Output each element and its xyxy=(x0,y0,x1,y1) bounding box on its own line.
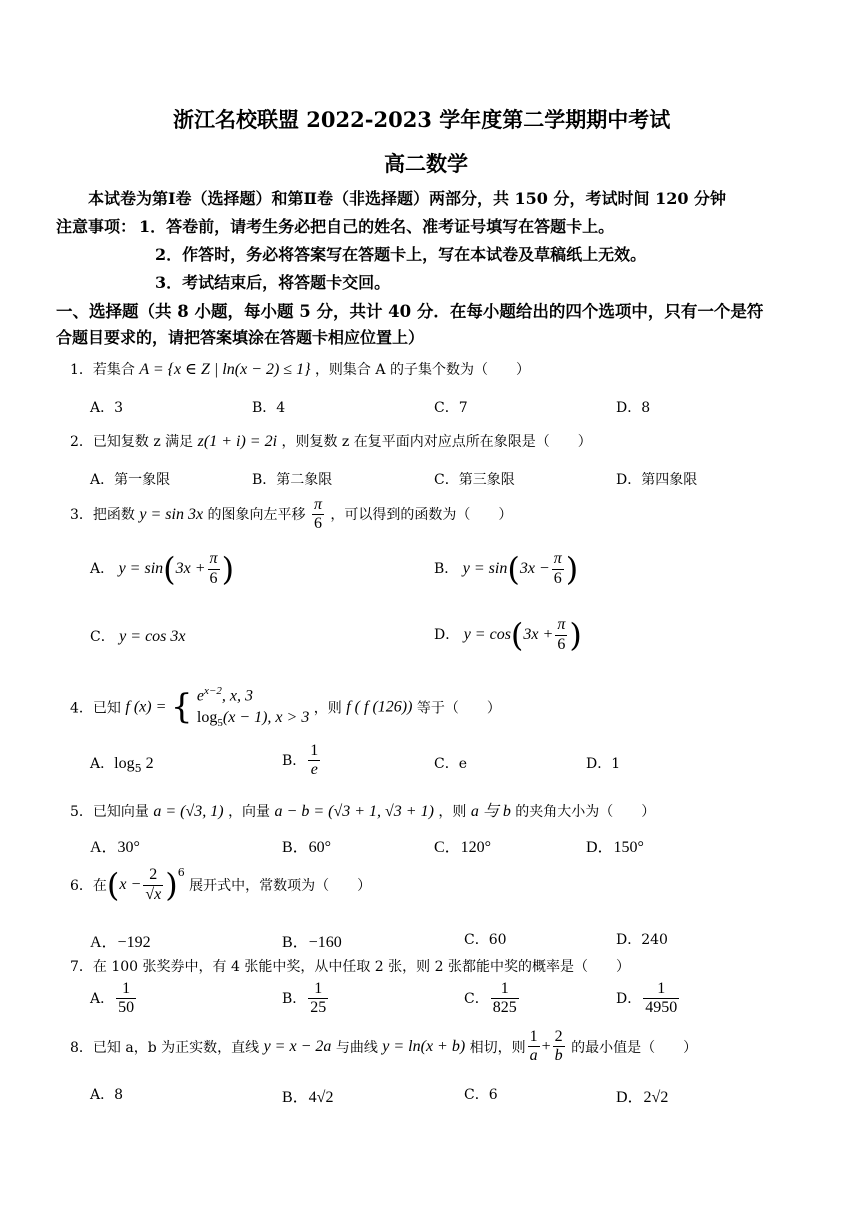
question-2 xyxy=(70,431,592,451)
q2-option-b[interactable]: B．第二象限 xyxy=(252,472,333,488)
q4-composition: f ( f (126)) xyxy=(346,698,413,716)
q8-option-a[interactable]: A．8 xyxy=(90,1087,124,1103)
q4-suffix: 等于（ ） xyxy=(416,700,501,717)
question-8: 8．已知 a，b 为正实数，直线 y = x − 2a 与曲线 y = ln(x + b) 相切，则 $\frac{1}{a}$ + $\frac{2}{b}$ 的最小值是（ ） xyxy=(70,1028,698,1065)
q1-option-d[interactable]: D．8 xyxy=(616,400,651,416)
q6-option-d[interactable]: D．240 xyxy=(616,932,668,948)
q4-option-d[interactable]: D．1 xyxy=(586,756,621,772)
q3-option-c[interactable]: C． y = cos 3x xyxy=(90,628,186,645)
q4-case-2: $\log_5(x - 1)$, x > 3 xyxy=(196,709,310,730)
q4-case-1: $e^{x-2}$, x, 3 xyxy=(196,685,253,705)
q7-option-d[interactable]: D． $\frac{1}{4950}$ xyxy=(616,980,678,1017)
q2-option-c[interactable]: C．第三象限 xyxy=(434,472,515,488)
q6-option-c[interactable]: C．60 xyxy=(464,932,507,948)
note-2: 2．作答时，务必将答案写在答题卡上，写在本试卷及草稿纸上无效。 xyxy=(155,245,647,264)
q5-option-c[interactable]: C．120° xyxy=(434,839,492,856)
exam-intro: 本试卷为第Ⅰ卷（选择题）和第Ⅱ卷（非选择题）两部分，共 150 分，考试时间 120 分钟 xyxy=(88,189,727,208)
q6-option-a[interactable]: A．−192 xyxy=(90,934,151,951)
q3-function: y = sin 3x xyxy=(139,505,204,523)
q2-option-d[interactable]: D．第四象限 xyxy=(616,472,698,488)
q1-set: A = {x ∈ Z | ln(x − 2) ≤ 1} xyxy=(139,361,311,378)
notes-label: 注意事项： xyxy=(56,217,137,236)
q7-option-c[interactable]: C． $\frac{1}{825}$ xyxy=(464,980,517,1017)
q4-option-b[interactable]: B． $\frac{1}{e}$ xyxy=(282,742,319,779)
section-heading-line1: 一、选择题（共 8 小题，每小题 5 分，共计 40 分．在每小题给出的四个选项中，只有一个是符 xyxy=(56,302,764,321)
q1-option-a[interactable]: A．3 xyxy=(90,400,124,416)
section-heading-line2: 合题目要求的，请把答案填涂在答题卡相应位置上） xyxy=(56,328,425,347)
q2-suffix: ，则复数 z 在复平面内对应点所在象限是（ ） xyxy=(281,434,592,450)
q7-option-a[interactable]: A． $\frac{1}{50}$ xyxy=(90,980,135,1017)
q3-middle: 的图象向左平移 xyxy=(207,506,306,523)
q4-option-a[interactable]: A．$\log_5 2$ xyxy=(90,755,154,775)
q3-suffix: ，可以得到的函数为（ ） xyxy=(330,506,513,523)
q4-option-c[interactable]: C．e xyxy=(434,756,467,772)
q2-prefix: 2．已知复数 z 满足 xyxy=(70,434,194,450)
note-3: 3．考试结束后，将答题卡交回。 xyxy=(155,273,391,292)
q1-option-b[interactable]: B．4 xyxy=(252,400,286,416)
q4-fx: f (x) = xyxy=(125,698,167,716)
q8-line: y = x − 2a xyxy=(263,1037,332,1055)
question-7: 7．在 100 张奖券中，有 4 张能中奖，从中任取 2 张，则 2 张都能中奖的概率是（ ） xyxy=(70,959,630,975)
q8-option-c[interactable]: C．6 xyxy=(464,1087,498,1103)
question-3 xyxy=(70,496,512,534)
q2-option-a[interactable]: A．第一象限 xyxy=(90,472,171,488)
q6-option-b[interactable]: B．−160 xyxy=(282,934,342,951)
q2-equation: z(1 + i) = 2i xyxy=(197,433,278,450)
q5-option-a[interactable]: A．30° xyxy=(90,839,140,856)
question-6: 6．在(x − $\frac{2}{√x}$ )$^6$ 展开式中，常数项为（ ） xyxy=(70,866,372,904)
q3-shift-fraction: $\frac{\pi}{6}$ xyxy=(313,496,322,533)
exam-subtitle: 高二数学 xyxy=(384,151,468,176)
q3-option-b[interactable]: B． y = sin(3x − $\frac{\pi}{6}$ ) xyxy=(434,550,579,588)
question-5: 5．已知向量 a = (√3, 1) ，向量 a − b = (√3 + 1, √3 + 1) ，则 a 与 b 的夹角大小为（ ） xyxy=(70,803,656,820)
q8-option-b[interactable]: B．4√2 xyxy=(282,1089,334,1106)
q5-option-d[interactable]: D．150° xyxy=(586,839,644,856)
question-4 xyxy=(70,680,501,735)
q1-option-c[interactable]: C．7 xyxy=(434,400,468,416)
q1-prefix: 1．若集合 xyxy=(70,362,135,378)
note-1: 1．答卷前，请考生务必把自己的姓名、准考证号填写在答题卡上。 xyxy=(139,217,615,236)
q5-option-b[interactable]: B．60° xyxy=(282,839,332,856)
q5-vector-diff: a − b = (√3 + 1, √3 + 1) xyxy=(274,803,434,820)
q4-piecewise: { $e^{x-2}$, x, 3 $\log_5(x - 1)$, x > 3 xyxy=(171,680,310,735)
q5-vector-a: a = (√3, 1) xyxy=(153,803,224,820)
q7-option-b[interactable]: B． $\frac{1}{25}$ xyxy=(282,980,327,1017)
q4-middle: ，则 xyxy=(313,700,342,717)
q3-option-d[interactable]: D． y = cos(3x + $\frac{\pi}{6}$ ) xyxy=(434,616,582,654)
q8-option-d[interactable]: D．2√2 xyxy=(616,1089,669,1106)
q5-vectors: a 与 b xyxy=(470,803,511,820)
q4-prefix: 4．已知 xyxy=(70,700,121,717)
q3-prefix: 3．把函数 xyxy=(70,506,135,523)
q8-curve: y = ln(x + b) xyxy=(382,1037,466,1055)
exam-title: 浙江名校联盟 2022-2023 学年度第二学期期中考试 xyxy=(173,107,671,132)
q3-option-a[interactable]: A． y = sin(3x + $\frac{\pi}{6}$ ) xyxy=(90,550,235,588)
q1-suffix: ，则集合 A 的子集个数为（ ） xyxy=(314,362,530,378)
question-1 xyxy=(70,359,530,379)
